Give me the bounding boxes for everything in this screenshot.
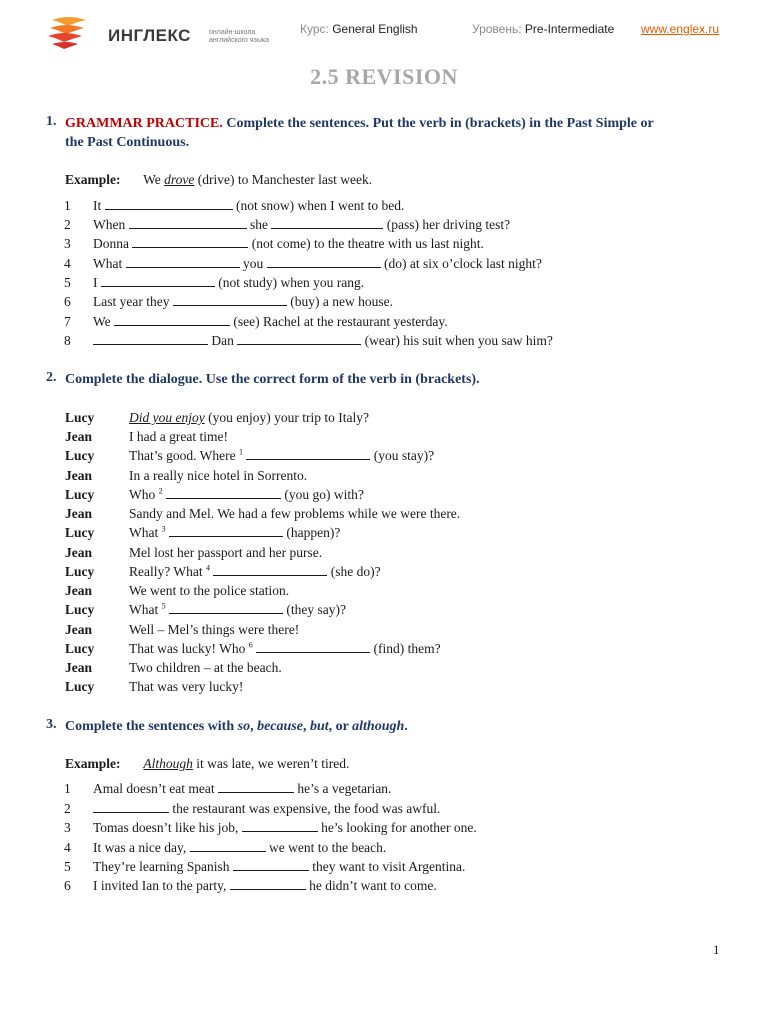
brand-name: ИНГЛЕКС xyxy=(108,26,191,45)
answer-blank[interactable] xyxy=(169,602,283,614)
item-text: (pass) her driving test? xyxy=(386,217,511,232)
exercise-2-instruction: Complete the dialogue. Use the correct form of the verb in (brackets). xyxy=(65,372,480,387)
dialogue-text: (happen)? xyxy=(286,525,341,540)
item-number: 4 xyxy=(64,256,71,271)
speaker-name: Lucy xyxy=(65,448,95,463)
punctuation: . xyxy=(404,719,408,734)
answer-blank[interactable] xyxy=(267,256,381,268)
item-text: (buy) a new house. xyxy=(290,294,393,309)
dialogue-text: What xyxy=(129,602,159,617)
item-text: (do) at six o’clock last night? xyxy=(384,256,542,271)
example-answer: Did you enjoy xyxy=(129,410,205,425)
word-option: although xyxy=(352,719,405,734)
speaker-name: Lucy xyxy=(65,641,95,656)
answer-blank[interactable] xyxy=(256,641,370,653)
dialogue-text: (you stay)? xyxy=(373,448,435,463)
gap-number: 3 xyxy=(161,524,166,534)
gap-number: 5 xyxy=(161,601,166,611)
answer-blank[interactable] xyxy=(237,333,361,345)
gap-number: 2 xyxy=(158,486,163,496)
item-text: (wear) his suit when you saw him? xyxy=(364,333,553,348)
course-info xyxy=(300,22,418,36)
item-number: 4 xyxy=(64,840,71,855)
item-text: They’re learning Spanish xyxy=(93,859,230,874)
item-number: 3 xyxy=(64,820,71,835)
dialogue-text: Sandy and Mel. We had a few problems while we were there. xyxy=(129,506,461,521)
item-number: 6 xyxy=(64,878,71,893)
dialogue-text: Well – Mel’s things were there! xyxy=(129,622,300,637)
item-text: Donna xyxy=(93,236,129,251)
dialogue-text: Two children – at the beach. xyxy=(129,660,282,675)
answer-blank[interactable] xyxy=(93,801,169,813)
item-text: she xyxy=(249,217,268,232)
item-text: We xyxy=(93,314,111,329)
dialogue-text: That was very lucky! xyxy=(129,679,244,694)
item-text: (see) Rachel at the restaurant yesterday. xyxy=(233,314,448,329)
item-text: he didn’t want to come. xyxy=(309,878,437,893)
item-text: (not study) when you rang. xyxy=(218,275,365,290)
answer-blank[interactable] xyxy=(169,525,283,537)
website-link[interactable]: www.englex.ru xyxy=(641,22,720,36)
item-text: you xyxy=(243,256,264,271)
gap-number: 6 xyxy=(248,640,253,650)
example-label: Example: xyxy=(65,172,121,187)
item-text: they want to visit Argentina. xyxy=(312,859,466,874)
brand-tagline: онлайн-школа английского языка xyxy=(209,29,269,44)
item-number: 1 xyxy=(64,198,71,213)
answer-blank[interactable] xyxy=(114,314,230,326)
logo-mark-icon xyxy=(46,14,102,50)
speaker-name: Jean xyxy=(65,583,92,598)
dialogue-text: That’s good. Where xyxy=(129,448,236,463)
speaker-name: Lucy xyxy=(65,410,95,425)
dialogue-text: (find) them? xyxy=(373,641,441,656)
exercise-1-label: GRAMMAR PRACTICE. xyxy=(65,116,223,131)
speaker-name: Jean xyxy=(65,622,92,637)
item-number: 3 xyxy=(64,236,71,251)
speaker-name: Lucy xyxy=(65,487,95,502)
dialogue-text: What xyxy=(129,525,159,540)
punctuation: , xyxy=(302,719,307,734)
answer-blank[interactable] xyxy=(166,487,281,499)
item-text: When xyxy=(93,217,126,232)
dialogue-text: (you enjoy) your trip to Italy? xyxy=(208,410,369,425)
level-info xyxy=(472,22,614,36)
answer-blank[interactable] xyxy=(233,859,309,871)
answer-blank[interactable] xyxy=(218,781,294,793)
item-number: 2 xyxy=(64,217,71,232)
item-number: 5 xyxy=(64,275,71,290)
answer-blank[interactable] xyxy=(213,564,327,576)
answer-blank[interactable] xyxy=(105,198,233,210)
answer-blank[interactable] xyxy=(129,217,247,229)
document-title: 2.5 REVISION xyxy=(310,64,458,89)
speaker-name: Lucy xyxy=(65,525,95,540)
item-text: (not come) to the theatre with us last night. xyxy=(251,236,484,251)
page-number: 1 xyxy=(713,942,720,957)
answer-blank[interactable] xyxy=(101,275,215,287)
dialogue-text: In a really nice hotel in Sorrento. xyxy=(129,468,308,483)
example-label: Example: xyxy=(65,756,121,771)
word-option: but xyxy=(309,719,329,734)
dialogue-text: Who xyxy=(129,487,156,502)
exercise-1-instruction-line2: the Past Continuous. xyxy=(65,135,190,150)
speaker-name: Jean xyxy=(65,660,92,675)
item-text: he’s a vegetarian. xyxy=(297,781,392,796)
gap-number: 4 xyxy=(205,563,210,573)
answer-blank[interactable] xyxy=(190,840,266,852)
item-text: Last year they xyxy=(93,294,170,309)
item-number: 5 xyxy=(64,859,71,874)
dialogue-text: Really? What xyxy=(129,564,203,579)
item-text: we went to the beach. xyxy=(268,840,387,855)
course-label: Курс: xyxy=(300,22,329,36)
item-number: 1 xyxy=(64,781,71,796)
answer-blank[interactable] xyxy=(173,294,287,306)
answer-blank[interactable] xyxy=(126,256,240,268)
item-text: I invited Ian to the party, xyxy=(93,878,227,893)
course-value: General English xyxy=(332,22,418,36)
exercise-3-instruction: Complete the sentences with xyxy=(65,719,235,734)
item-text: What xyxy=(93,256,123,271)
item-text: Tomas doesn’t like his job, xyxy=(93,820,239,835)
item-text: (not snow) when I went to bed. xyxy=(236,198,405,213)
item-text: Amal doesn’t eat meat xyxy=(93,781,215,796)
word-option: because xyxy=(257,719,303,734)
answer-blank[interactable] xyxy=(93,333,208,345)
speaker-name: Lucy xyxy=(65,602,95,617)
item-text: the restaurant was expensive, the food was awful. xyxy=(172,801,441,816)
exercise-1-example xyxy=(65,172,372,188)
dialogue-text: (she do)? xyxy=(330,564,381,579)
exercise-1-instruction-line1: Complete the sentences. Put the verb in (brackets) in the Past Simple or xyxy=(226,116,654,131)
answer-blank[interactable] xyxy=(246,448,370,460)
word-option: so xyxy=(237,719,251,734)
exercise-1-number: 1. xyxy=(46,114,57,129)
speaker-name: Jean xyxy=(65,429,92,444)
example-text-after: (drive) to Manchester last week. xyxy=(197,172,373,187)
page-header xyxy=(0,0,768,60)
example-text-before: We xyxy=(143,172,161,187)
dialogue-text: We went to the police station. xyxy=(129,583,290,598)
item-number: 7 xyxy=(64,314,71,329)
item-number: 6 xyxy=(64,294,71,309)
answer-blank[interactable] xyxy=(242,820,318,832)
example-answer: drove xyxy=(164,172,195,187)
example-text-after: it was late, we weren’t tired. xyxy=(196,756,350,771)
instruction-or: or xyxy=(335,719,349,734)
item-number: 2 xyxy=(64,801,71,816)
speaker-name: Lucy xyxy=(65,564,95,579)
speaker-name: Jean xyxy=(65,545,92,560)
exercise-3-number: 3. xyxy=(46,717,57,732)
speaker-name: Jean xyxy=(65,506,92,521)
gap-number: 1 xyxy=(238,447,243,457)
item-number: 8 xyxy=(64,333,71,348)
dialogue-text: I had a great time! xyxy=(129,429,228,444)
level-value: Pre-Intermediate xyxy=(524,22,615,36)
punctuation: , xyxy=(250,719,254,734)
dialogue-text: (you go) with? xyxy=(284,487,364,502)
item-text: It was a nice day, xyxy=(93,840,187,855)
answer-blank[interactable] xyxy=(271,217,383,229)
englex-logo xyxy=(46,14,269,54)
answer-blank[interactable] xyxy=(230,878,306,890)
dialogue-text: Mel lost her passport and her purse. xyxy=(129,545,323,560)
speaker-name: Jean xyxy=(65,468,92,483)
example-answer: Although xyxy=(143,756,193,771)
punctuation: , xyxy=(328,719,333,734)
level-label: Уровень: xyxy=(472,22,522,36)
item-text: I xyxy=(93,275,98,290)
speaker-name: Lucy xyxy=(65,679,95,694)
item-text: Dan xyxy=(211,333,234,348)
item-text: It xyxy=(93,198,102,213)
dialogue-text: (they say)? xyxy=(286,602,346,617)
exercise-3-example xyxy=(65,756,349,772)
answer-blank[interactable] xyxy=(132,236,248,248)
item-text: he’s looking for another one. xyxy=(321,820,477,835)
dialogue-text: That was lucky! Who xyxy=(129,641,246,656)
exercise-2-number: 2. xyxy=(46,370,57,385)
